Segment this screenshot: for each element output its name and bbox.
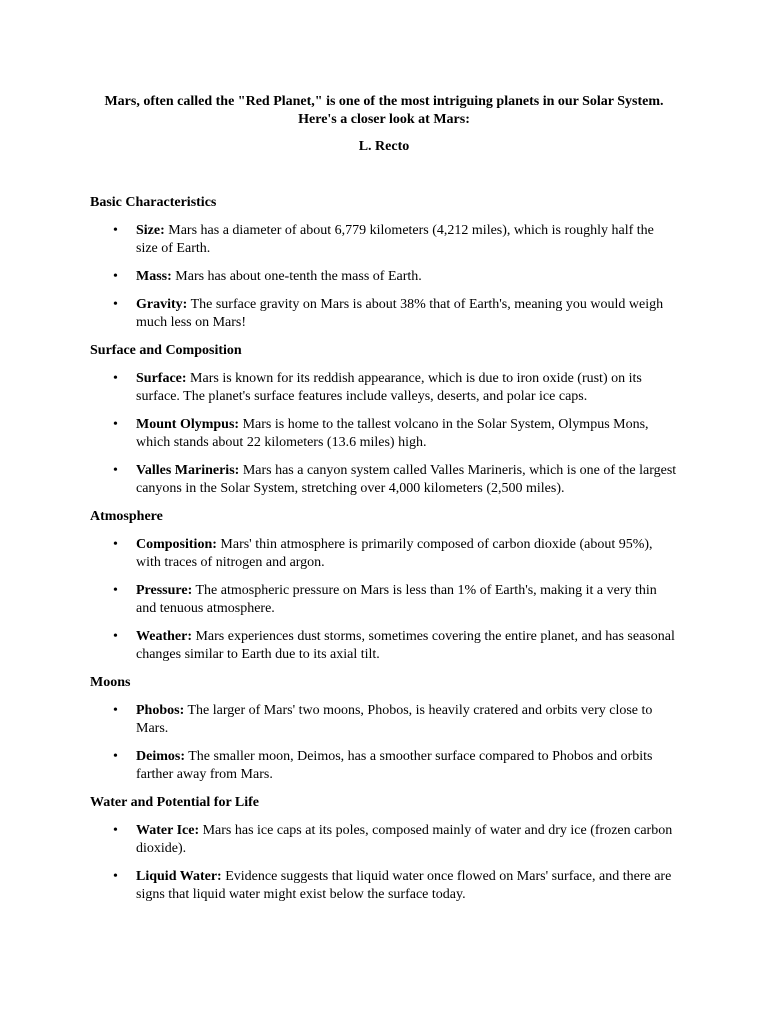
- list-item: [90, 868, 678, 904]
- item-term: Pressure:: [136, 583, 193, 598]
- item-term: Gravity:: [136, 297, 188, 312]
- list-item: [90, 628, 678, 664]
- list-item: [90, 822, 678, 858]
- section-heading: Basic Characteristics: [90, 195, 217, 210]
- section-heading: Surface and Composition: [90, 343, 242, 358]
- list-item: [90, 462, 678, 498]
- bullet-icon: •: [113, 269, 118, 284]
- bullet-list: [90, 702, 678, 784]
- list-item: [90, 582, 678, 618]
- section-heading: Moons: [90, 675, 131, 690]
- bullet-list: [90, 822, 678, 904]
- list-item: [90, 370, 678, 406]
- bullet-icon: •: [113, 463, 118, 478]
- item-text: Mars is known for its reddish appearance, which is due to iron oxide (rust) on its surface. The planet's surface features include valleys, deserts, and polar ice caps.: [136, 371, 642, 404]
- section-basic-characteristics: [90, 194, 678, 332]
- section-heading: Water and Potential for Life: [90, 795, 260, 810]
- bullet-icon: •: [113, 703, 118, 718]
- document-author: L. Recto: [358, 139, 410, 154]
- section-water-life: [90, 794, 678, 904]
- item-text: Mars has a diameter of about 6,779 kilometers (4,212 miles), which is roughly half the size of Earth.: [136, 223, 654, 256]
- item-text: Mars' thin atmosphere is primarily composed of carbon dioxide (about 95%), with traces of nitrogen and argon.: [136, 537, 653, 570]
- item-text: Mars has a canyon system called Valles Marineris, which is one of the largest canyons in the Solar System, stretching over 4,000 kilometers (2,500 miles).: [136, 463, 677, 496]
- section-surface-composition: [90, 342, 678, 498]
- item-text: The atmospheric pressure on Mars is less than 1% of Earth's, making it a very thin and tenuous atmosphere.: [136, 583, 657, 616]
- item-term: Mount Olympus:: [136, 417, 240, 432]
- item-term: Phobos:: [136, 703, 185, 718]
- item-term: Valles Marineris:: [136, 463, 240, 478]
- item-text: The smaller moon, Deimos, has a smoother surface compared to Phobos and orbits farther away from Mars.: [136, 749, 653, 782]
- bullet-icon: •: [113, 537, 118, 552]
- item-text: The surface gravity on Mars is about 38% that of Earth's, meaning you would weigh much less on Mars!: [136, 297, 664, 330]
- bullet-icon: •: [113, 417, 118, 432]
- document-body: [90, 194, 678, 914]
- item-term: Mass:: [136, 269, 172, 284]
- document-title: Mars, often called the "Red Planet," is one of the most intriguing planets in our Solar System. Here's a closer look at Mars:: [104, 94, 664, 127]
- section-heading: Atmosphere: [90, 509, 163, 524]
- bullet-icon: •: [113, 371, 118, 386]
- item-term: Composition:: [136, 537, 217, 552]
- list-item: [90, 268, 678, 286]
- item-text: Evidence suggests that liquid water once flowed on Mars' surface, and there are signs that liquid water might exist below the surface today.: [136, 869, 672, 902]
- list-item: [90, 222, 678, 258]
- bullet-list: [90, 536, 678, 664]
- bullet-icon: •: [113, 869, 118, 884]
- bullet-icon: •: [113, 583, 118, 598]
- bullet-icon: •: [113, 749, 118, 764]
- list-item: [90, 748, 678, 784]
- item-text: Mars experiences dust storms, sometimes covering the entire planet, and has seasonal changes similar to Earth due to its axial tilt.: [136, 629, 675, 662]
- item-term: Size:: [136, 223, 165, 238]
- item-text: Mars has ice caps at its poles, composed mainly of water and dry ice (frozen carbon dioxide).: [136, 823, 673, 856]
- item-text: Mars has about one-tenth the mass of Earth.: [171, 269, 422, 284]
- item-term: Liquid Water:: [136, 869, 222, 884]
- list-item: [90, 296, 678, 332]
- item-term: Weather:: [136, 629, 192, 644]
- bullet-icon: •: [113, 297, 118, 312]
- bullet-icon: •: [113, 223, 118, 238]
- bullet-icon: •: [113, 629, 118, 644]
- item-term: Water Ice:: [136, 823, 200, 838]
- list-item: [90, 416, 678, 452]
- section-moons: [90, 674, 678, 784]
- item-text: Mars is home to the tallest volcano in the Solar System, Olympus Mons, which stands about 22 kilometers (13.6 miles) high.: [136, 417, 649, 450]
- section-atmosphere: [90, 508, 678, 664]
- bullet-list: [90, 370, 678, 498]
- item-text: The larger of Mars' two moons, Phobos, is heavily cratered and orbits very close to Mars.: [136, 703, 653, 736]
- bullet-list: [90, 222, 678, 332]
- list-item: [90, 536, 678, 572]
- bullet-icon: •: [113, 823, 118, 838]
- item-term: Surface:: [136, 371, 187, 386]
- list-item: [90, 702, 678, 738]
- item-term: Deimos:: [136, 749, 185, 764]
